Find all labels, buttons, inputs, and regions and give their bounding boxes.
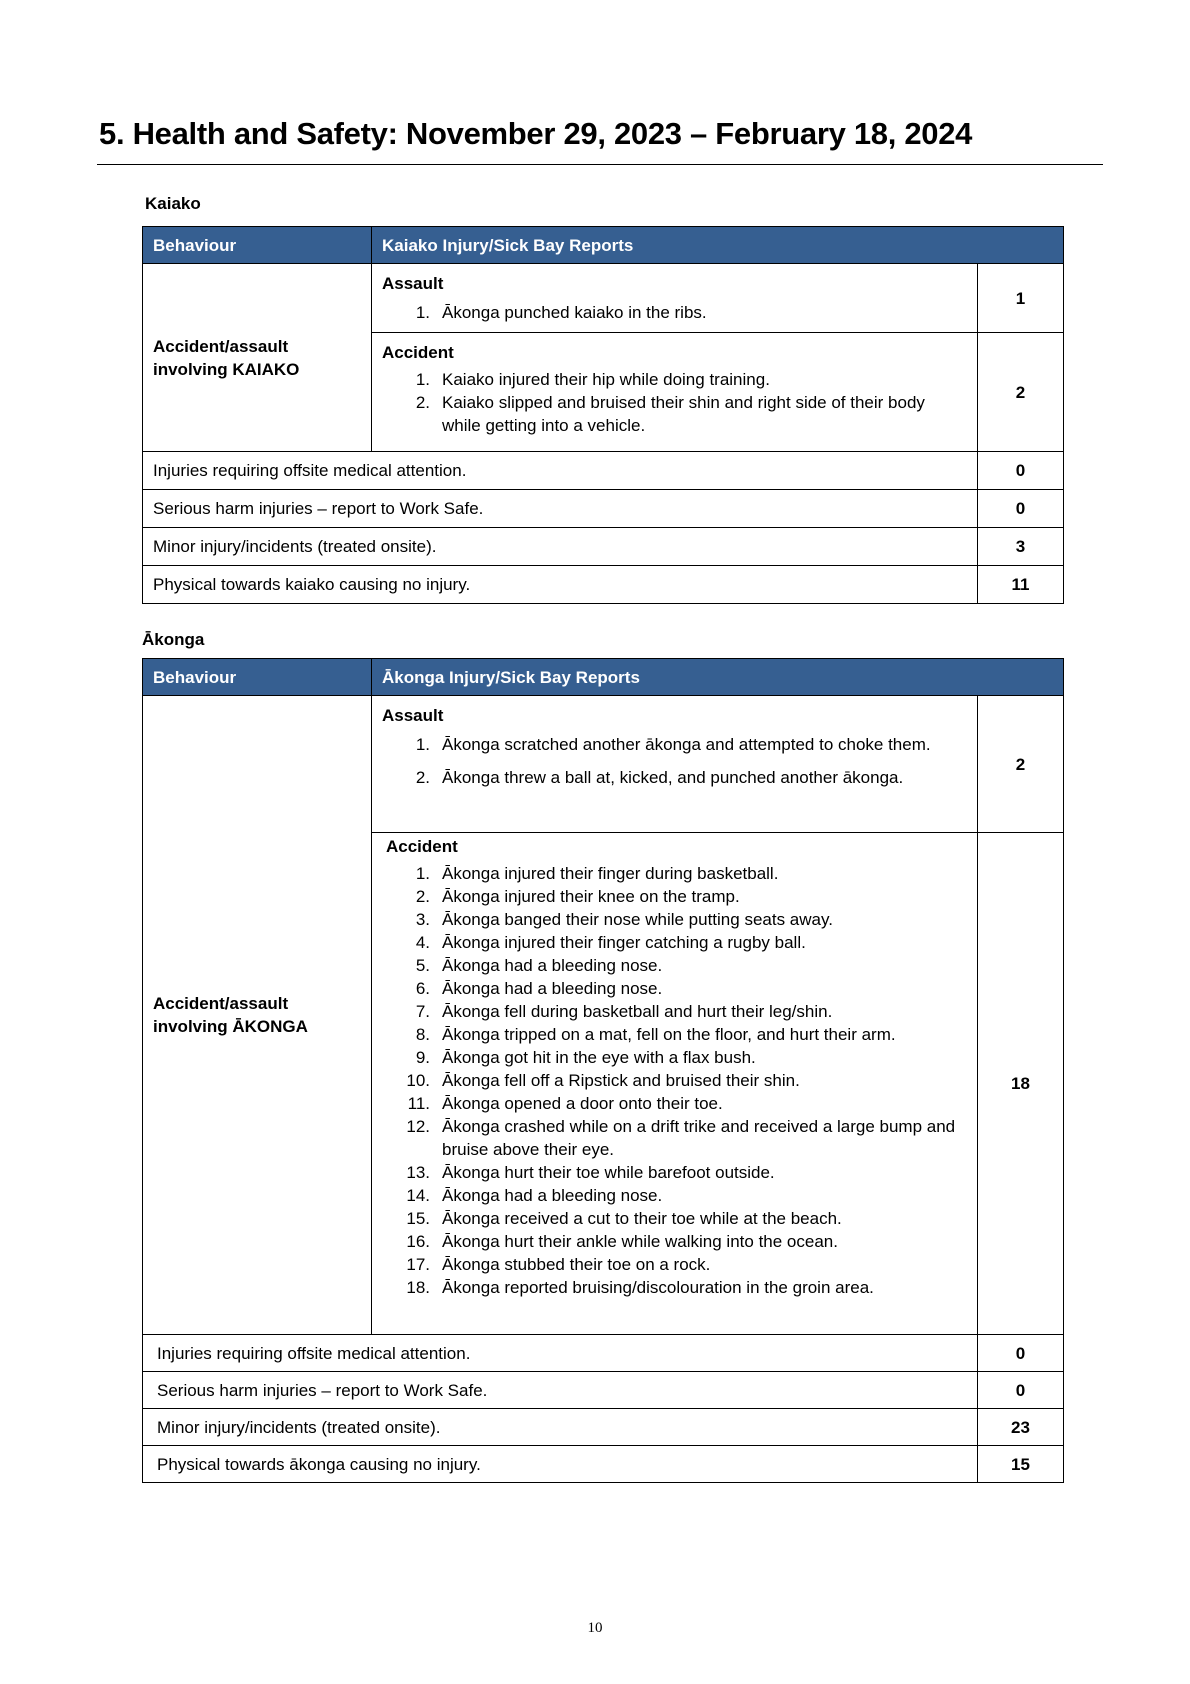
summary-label: Minor injury/incidents (treated onsite). <box>143 528 978 566</box>
list-item <box>382 368 977 391</box>
list-item <box>382 1207 977 1230</box>
list-item <box>382 1092 977 1115</box>
list-item <box>382 301 977 324</box>
item-number: 2. <box>415 887 430 906</box>
item-number: 1. <box>415 864 430 883</box>
summary-label: Injuries requiring offsite medical attention. <box>143 1335 978 1372</box>
list-item <box>382 931 977 954</box>
list-item <box>382 733 977 756</box>
category-cell <box>143 264 372 452</box>
reports-header: Kaiako Injury/Sick Bay Reports <box>372 227 1064 264</box>
list-item <box>382 766 977 789</box>
list-item <box>382 1161 977 1184</box>
item-number: 17. <box>406 1255 430 1274</box>
item-text: Ākonga had a bleeding nose. <box>442 956 663 975</box>
title-divider <box>97 164 1103 165</box>
assault-count: 2 <box>978 696 1064 833</box>
item-number: 9. <box>415 1048 430 1067</box>
category-cell <box>143 696 372 1335</box>
summary-value: 11 <box>978 566 1064 604</box>
behaviour-header: Behaviour <box>143 227 372 264</box>
item-number: 5. <box>415 956 430 975</box>
assault-block <box>372 696 978 833</box>
item-text: Ākonga punched kaiako in the ribs. <box>442 303 707 322</box>
accident-heading: Accident <box>386 837 458 856</box>
item-number: 3. <box>415 910 430 929</box>
list-item <box>382 391 977 437</box>
summary-value: 0 <box>978 452 1064 490</box>
summary-label: Minor injury/incidents (treated onsite). <box>143 1409 978 1446</box>
accident-count: 2 <box>978 333 1064 452</box>
item-text: Ākonga opened a door onto their toe. <box>442 1094 723 1113</box>
summary-value: 0 <box>978 1335 1064 1372</box>
item-text: Ākonga hurt their toe while barefoot outside. <box>442 1163 775 1182</box>
list-item <box>382 1276 977 1299</box>
item-text: Ākonga crashed while on a drift trike and received a large bump and bruise above their eye. <box>442 1117 956 1159</box>
item-text: Ākonga had a bleeding nose. <box>442 1186 663 1205</box>
list-item <box>382 1253 977 1276</box>
item-number: 1. <box>415 303 430 322</box>
item-text: Ākonga got hit in the eye with a flax bush. <box>442 1048 756 1067</box>
item-text: Ākonga scratched another ākonga and attempted to choke them. <box>442 735 931 754</box>
category-line: Accident/assault <box>153 994 289 1013</box>
list-item <box>382 1069 977 1092</box>
item-number: 10. <box>406 1071 430 1090</box>
item-number: 1. <box>415 735 430 754</box>
category-line: involving ĀKONGA <box>153 1017 308 1036</box>
item-number: 8. <box>415 1025 430 1044</box>
item-text: Ākonga injured their finger during basketball. <box>442 864 779 883</box>
summary-label: Physical towards kaiako causing no injury. <box>143 566 978 604</box>
behaviour-header: Behaviour <box>143 659 372 696</box>
item-number: 11. <box>407 1094 430 1113</box>
reports-header: Ākonga Injury/Sick Bay Reports <box>372 659 1064 696</box>
assault-list <box>382 301 977 324</box>
list-item <box>382 1000 977 1023</box>
list-item <box>382 954 977 977</box>
item-text: Ākonga fell during basketball and hurt their leg/shin. <box>442 1002 833 1021</box>
summary-label: Injuries requiring offsite medical attention. <box>143 452 978 490</box>
item-number: 2. <box>415 393 430 412</box>
item-number: 7. <box>415 1002 430 1021</box>
item-text: Ākonga injured their finger catching a rugby ball. <box>442 933 806 952</box>
assault-block <box>372 264 978 333</box>
summary-value: 3 <box>978 528 1064 566</box>
summary-label: Serious harm injuries – report to Work Safe. <box>143 490 978 528</box>
item-text: Ākonga fell off a Ripstick and bruised their shin. <box>442 1071 800 1090</box>
item-text: Ākonga injured their knee on the tramp. <box>442 887 740 906</box>
summary-value: 23 <box>978 1409 1064 1446</box>
item-text: Ākonga threw a ball at, kicked, and punched another ākonga. <box>442 768 904 787</box>
list-item <box>382 1230 977 1253</box>
list-item <box>382 1046 977 1069</box>
assault-count: 1 <box>978 264 1064 333</box>
assault-heading: Assault <box>382 274 444 293</box>
list-item <box>382 885 977 908</box>
accident-block <box>372 833 978 1335</box>
summary-label: Physical towards ākonga causing no injury. <box>143 1446 978 1483</box>
item-text: Ākonga stubbed their toe on a rock. <box>442 1255 711 1274</box>
accident-block <box>372 333 978 452</box>
category-line: involving KAIAKO <box>153 359 300 379</box>
akonga-report-table <box>142 658 1064 1483</box>
item-number: 14. <box>406 1186 430 1205</box>
page-title: 5. Health and Safety: November 29, 2023 – February 18, 2024 <box>99 116 973 151</box>
list-item <box>382 977 977 1000</box>
item-text: Ākonga reported bruising/discolouration in the groin area. <box>442 1278 874 1297</box>
list-item <box>382 908 977 931</box>
item-text: Kaiako slipped and bruised their shin and right side of their body while getting into a vehicle. <box>442 393 925 435</box>
item-number: 1. <box>415 370 430 389</box>
item-text: Ākonga banged their nose while putting seats away. <box>442 910 833 929</box>
summary-label: Serious harm injuries – report to Work Safe. <box>143 1372 978 1409</box>
item-text: Ākonga received a cut to their toe while at the beach. <box>442 1209 842 1228</box>
list-item <box>382 1184 977 1207</box>
item-number: 13. <box>406 1163 430 1182</box>
item-text: Ākonga had a bleeding nose. <box>442 979 663 998</box>
list-item <box>382 1023 977 1046</box>
item-number: 16. <box>406 1232 430 1251</box>
item-number: 6. <box>415 979 430 998</box>
accident-count: 18 <box>978 833 1064 1335</box>
accident-list <box>382 368 977 437</box>
item-text: Kaiako injured their hip while doing training. <box>442 370 770 389</box>
item-number: 18. <box>406 1278 430 1297</box>
item-number: 4. <box>415 933 430 952</box>
list-item <box>382 862 977 885</box>
page-number: 10 <box>587 1620 603 1636</box>
category-line: Accident/assault <box>153 336 289 356</box>
item-number: 2. <box>415 768 430 787</box>
accident-list <box>382 862 977 1299</box>
summary-value: 0 <box>978 490 1064 528</box>
akonga-section-label: Ākonga <box>142 630 205 649</box>
summary-value: 0 <box>978 1372 1064 1409</box>
item-text: Ākonga tripped on a mat, fell on the floor, and hurt their arm. <box>442 1025 896 1044</box>
kaiako-report-table <box>142 226 1064 604</box>
list-item <box>382 1115 977 1161</box>
accident-heading: Accident <box>382 343 454 362</box>
assault-list <box>382 733 977 789</box>
assault-heading: Assault <box>382 706 444 725</box>
kaiako-section-label: Kaiako <box>145 194 201 213</box>
item-number: 12. <box>406 1117 430 1136</box>
item-number: 15. <box>406 1209 430 1228</box>
summary-value: 15 <box>978 1446 1064 1483</box>
item-text: Ākonga hurt their ankle while walking into the ocean. <box>442 1232 838 1251</box>
